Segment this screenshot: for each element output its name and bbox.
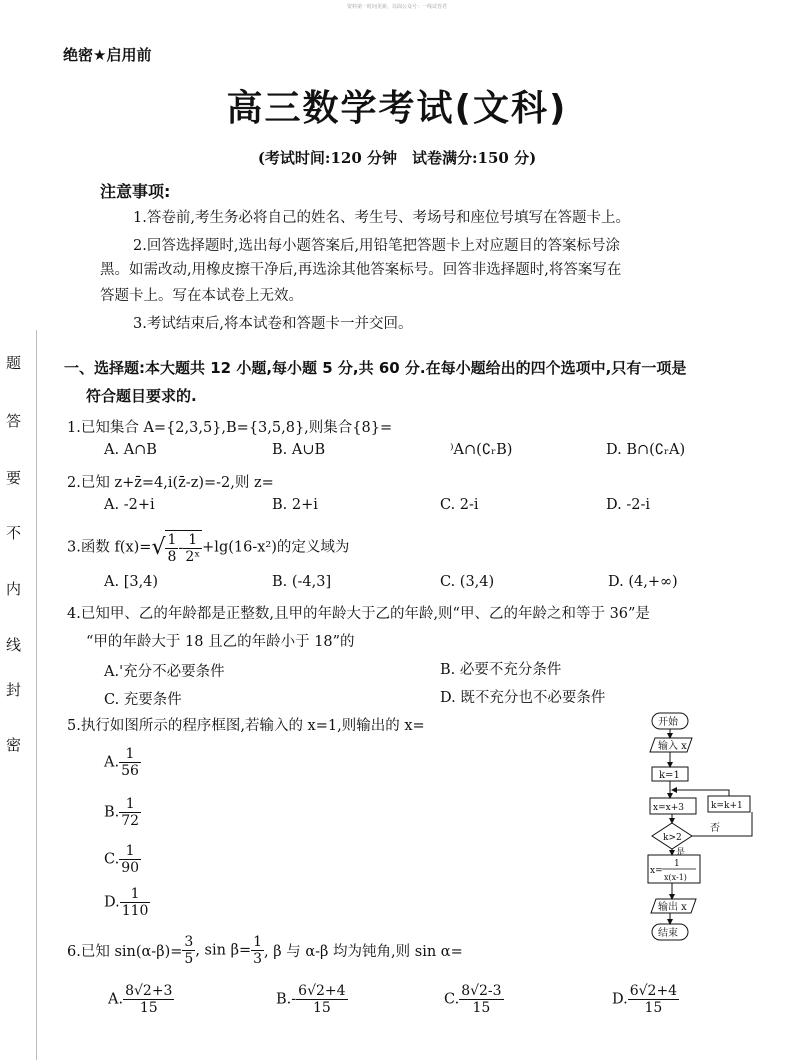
side-strip-char: 要 xyxy=(6,469,22,487)
question-3-stem xyxy=(67,530,349,565)
flow-output-text: 输出 x xyxy=(658,902,687,913)
flow-init-text: k=1 xyxy=(659,770,680,781)
exam-subtitle: (考试时间:120 分钟 试卷满分:150 分) xyxy=(257,149,537,167)
q6-frac-1: $\frac{3}{5}$ xyxy=(184,934,194,967)
question-2-stem: 2.已知 z+z̄=4,i(z̄-z)=-2,则 z= xyxy=(67,475,274,491)
q5-a-frac: $\frac{1}{56}$ xyxy=(121,746,139,779)
notice-item: 2.回答选择题时,选出每小题答案后,用铅笔把答题卡上对应题目的答案标号涂 xyxy=(133,238,621,254)
q4-option-c: C. 充要条件 xyxy=(104,692,182,708)
q2-option-c: C. 2-i xyxy=(440,497,479,513)
section-heading-cont: 符合题目要求的. xyxy=(86,387,197,405)
q6-c-frac: $\frac{8√2-3}{15}$ xyxy=(461,983,502,1016)
binding-line xyxy=(36,330,37,1060)
q6-option-a: A. $\frac{8√2+3}{15}$ xyxy=(108,983,173,1016)
section-heading: 一、选择题:本大题共 12 小题,每小题 5 分,共 60 分.在每小题给出的四个选项中,只有一项是 xyxy=(64,359,687,377)
q5-option-c: C. $\frac{1}{90}$ xyxy=(104,843,140,876)
flow-no-label: 否 xyxy=(710,823,720,834)
flow-input-text: 输入 x xyxy=(658,741,687,752)
q4-option-a: A.'充分不必要条件 xyxy=(104,664,225,680)
side-strip-char: 答 xyxy=(6,412,22,430)
q3-frac-2: $\frac{1}{\text{2ˣ}}$ xyxy=(185,532,201,565)
flow-start-text: 开始 xyxy=(658,717,678,728)
q4-option-b: B. 必要不充分条件 xyxy=(440,662,562,678)
flow-yes-label: 是 xyxy=(676,848,686,858)
flow-step-text: x=x+3 xyxy=(653,803,684,813)
q2-option-b: B. 2+i xyxy=(272,497,318,513)
q3-frac-1: $\frac{1}{8}$ xyxy=(167,532,177,565)
side-strip-char: 线 xyxy=(6,636,22,654)
q5-option-a: A. $\frac{1}{56}$ xyxy=(104,746,139,779)
flow-assign-num: 1 xyxy=(674,859,680,869)
flow-end-text: 结束 xyxy=(658,928,678,939)
side-strip-char: 密 xyxy=(6,736,22,754)
question-5-stem: 5.执行如图所示的程序框图,若输入的 x=1,则输出的 x= xyxy=(67,718,425,734)
sqrt-body: $\frac{1}{8}$ - $\frac{1}{\text{2ˣ}}$ xyxy=(167,532,201,565)
notice-item: 1.答卷前,考生务必将自己的姓名、考生号、考场号和座位号填写在答题卡上。 xyxy=(133,210,630,226)
q5-option-d: D. $\frac{1}{110}$ xyxy=(104,886,149,919)
q4-option-d: D. 既不充分也不必要条件 xyxy=(440,690,606,706)
question-6-stem: 6.已知 sin(α-β)= $\frac{3}{5}$ , sin β= $\frac{1}{3}$ , β 与 α-β 均为钝角,则 sin α= xyxy=(67,934,463,967)
q6-option-d: D. $\frac{6√2+4}{15}$ xyxy=(612,983,678,1016)
flow-cond-text: k>2 xyxy=(663,833,682,843)
notice-item: 3.考试结束后,将本试卷和答题卡一并交回。 xyxy=(133,316,413,332)
q3-stem-suffix: +lg(16-x²)的定义域为 xyxy=(202,539,350,556)
question-4-stem: 4.已知甲、乙的年龄都是正整数,且甲的年龄大于乙的年龄,则“甲、乙的年龄之和等于 36”是 xyxy=(67,606,650,622)
q6-a-frac: $\frac{8√2+3}{15}$ xyxy=(125,983,173,1016)
q1-option-d: D. B∩(∁ᵣA) xyxy=(606,442,686,458)
flow-incr-text: k=k+1 xyxy=(711,801,743,811)
sqrt-sign: √ xyxy=(151,535,166,560)
flow-assign-den: x(x-1) xyxy=(664,873,687,882)
q5-b-frac: $\frac{1}{72}$ xyxy=(121,796,140,829)
q5-option-b: B. $\frac{1}{72}$ xyxy=(104,796,140,829)
q3-option-d: D. (4,+∞) xyxy=(608,574,678,590)
q3-option-b: B. (-4,3] xyxy=(272,574,332,590)
q3-option-c: C. (3,4) xyxy=(440,574,495,590)
side-strip-char: 封 xyxy=(6,681,22,699)
q2-option-a: A. -2+i xyxy=(104,497,155,513)
q2-option-d: D. -2-i xyxy=(606,497,650,513)
program-flowchart xyxy=(640,710,760,945)
q6-option-c: C. $\frac{8√2-3}{15}$ xyxy=(444,983,502,1016)
question-1-stem: 1.已知集合 A={2,3,5},B={3,5,8},则集合{8}= xyxy=(67,420,393,436)
question-4-stem-cont: “甲的年龄大于 18 且乙的年龄小于 18”的 xyxy=(86,634,355,650)
q6-b-frac: $\frac{6√2+4}{15}$ xyxy=(298,983,346,1016)
q6-d-frac: $\frac{6√2+4}{15}$ xyxy=(629,983,678,1016)
q1-option-b: B. A∪B xyxy=(272,442,326,458)
notice-heading: 注意事项: xyxy=(100,182,171,201)
exam-title: 高三数学考试(文科) xyxy=(226,88,568,129)
q1-option-c: ⁾A∩(∁ᵣB) xyxy=(450,442,513,458)
side-strip-char: 题 xyxy=(6,354,22,372)
flow-assign-lhs: x= xyxy=(650,866,663,876)
q6-option-b: B.- $\frac{6√2+4}{15}$ xyxy=(276,983,346,1016)
top-watermark-note: 资料第一时间更新，以面公众号：一线试卷君 xyxy=(346,4,447,10)
notice-item: 黑。如需改动,用橡皮擦干净后,再选涂其他答案标号。回答非选择题时,将答案写在 xyxy=(100,262,622,278)
q5-d-frac: $\frac{1}{110}$ xyxy=(121,886,149,919)
side-strip-char: 内 xyxy=(6,580,22,598)
q5-c-frac: $\frac{1}{90}$ xyxy=(121,843,140,876)
q6-frac-2: $\frac{1}{3}$ xyxy=(253,934,263,967)
q3-stem-prefix: 3.函数 f(x)= xyxy=(67,539,152,556)
q1-option-a: A. A∩B xyxy=(104,442,157,458)
side-strip-char: 不 xyxy=(6,524,22,542)
confidential-label: 绝密★启用前 xyxy=(63,46,152,64)
notice-item: 答题卡上。写在本试卷上无效。 xyxy=(100,288,303,304)
q3-option-a: A. [3,4) xyxy=(104,574,159,590)
